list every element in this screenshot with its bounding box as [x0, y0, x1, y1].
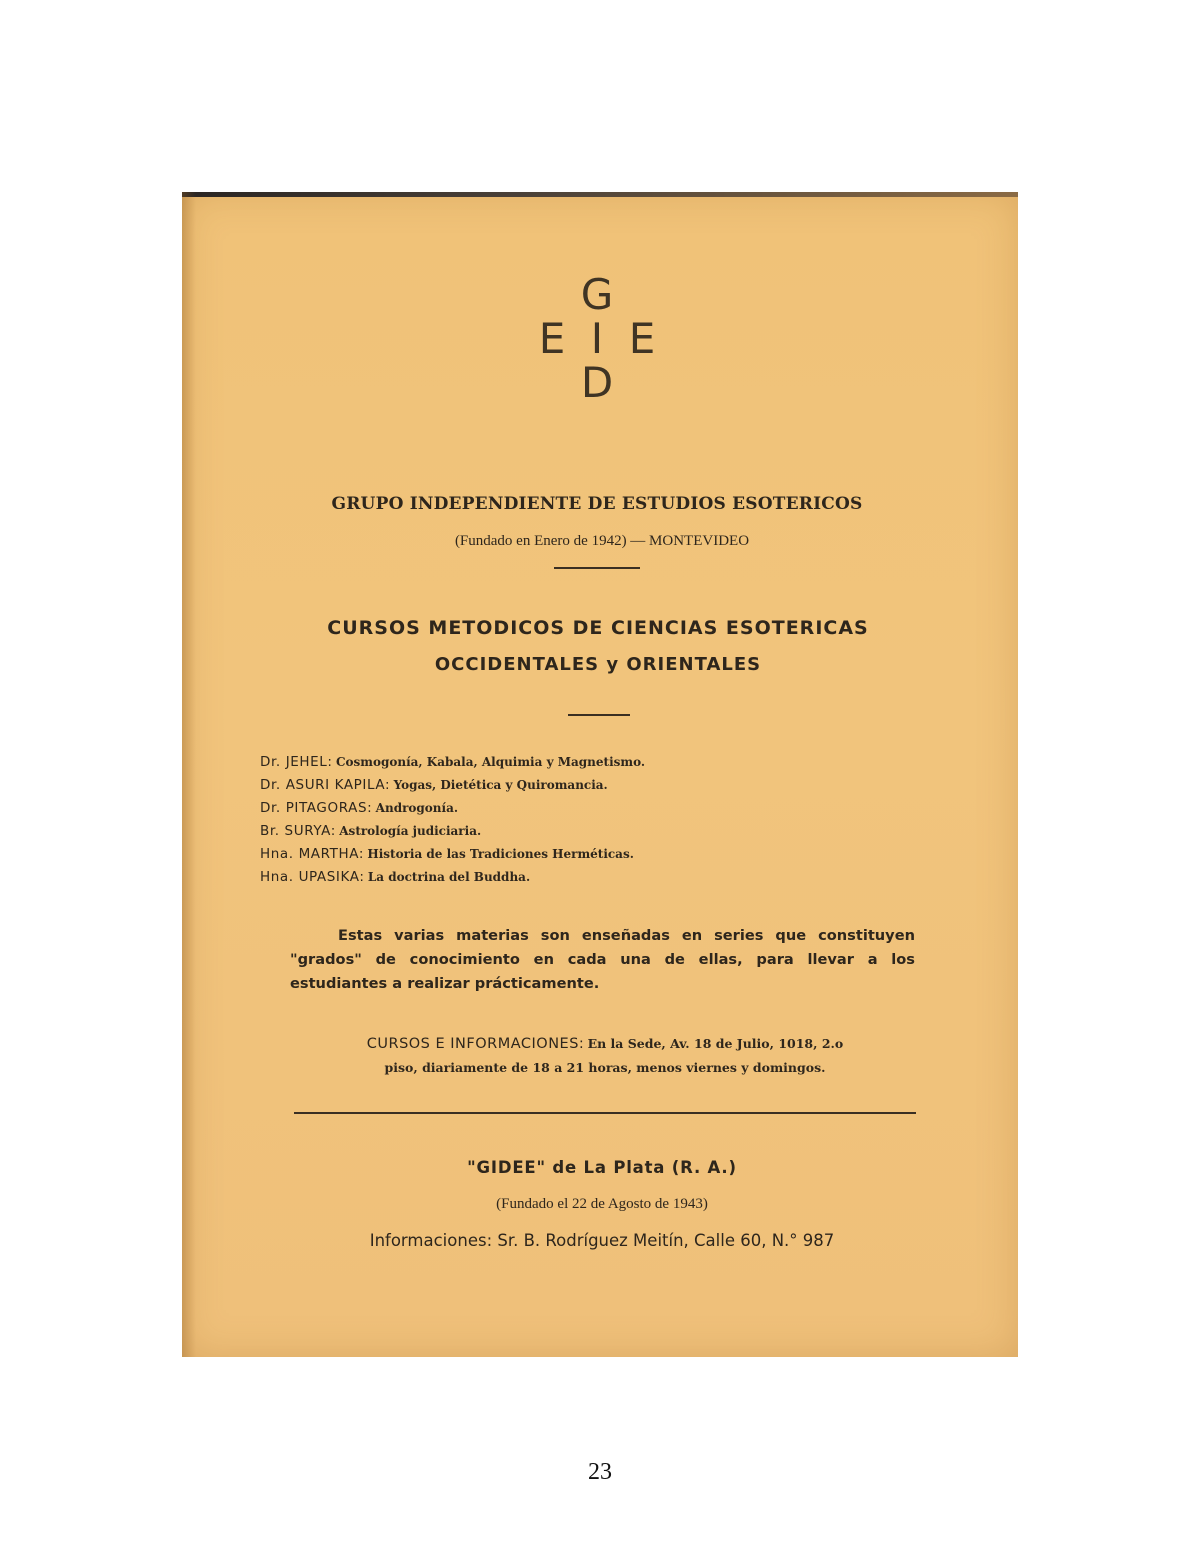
gidee-title: "GIDEE" de La Plata (R. A.) — [467, 1158, 737, 1177]
divider-short-2 — [568, 714, 630, 716]
teacher-name: Dr. PITAGORAS: — [260, 800, 373, 816]
gidee-contact: Informaciones: Sr. B. Rodríguez Meitín, Calle 60, N.° 987 — [369, 1231, 835, 1250]
monogram-top-letter: G — [580, 270, 614, 319]
teacher-subjects: La doctrina del Buddha. — [367, 870, 531, 884]
teacher-item — [260, 773, 820, 796]
teacher-item — [260, 796, 820, 819]
teacher-item — [260, 750, 820, 773]
organization-name: GRUPO INDEPENDIENTE DE ESTUDIOS ESOTERICOS — [331, 494, 863, 514]
teacher-subjects: Yogas, Dietética y Quiromancia. — [393, 778, 608, 792]
courses-info-line1 — [290, 1032, 920, 1056]
organization-founded: (Fundado en Enero de 1942) — MONTEVIDEO — [454, 533, 750, 549]
monogram-bottom-letter: D — [580, 358, 614, 407]
scanned-page — [182, 192, 1018, 1357]
teacher-list — [260, 750, 820, 888]
courses-title-line1: CURSOS METODICOS DE CIENCIAS ESOTERICAS — [327, 617, 869, 639]
divider-short-1 — [554, 567, 640, 569]
teacher-name: Dr. ASURI KAPILA: — [260, 777, 391, 793]
courses-title-line2: OCCIDENTALES y ORIENTALES — [434, 654, 762, 675]
gieed-monogram — [497, 270, 707, 414]
teacher-subjects: Historia de las Tradiciones Herméticas. — [367, 847, 634, 861]
teacher-subjects: Astrología judiciaria. — [339, 824, 482, 838]
teacher-item — [260, 865, 820, 888]
monogram-middle-letter: I — [590, 314, 604, 363]
page-number: 23 — [588, 1459, 612, 1485]
courses-info-schedule: piso, diariamente de 18 a 21 horas, menos viernes y domingos. — [384, 1060, 826, 1075]
teacher-item — [260, 819, 820, 842]
divider-long — [294, 1112, 916, 1114]
teacher-name: Hna. MARTHA: — [260, 846, 364, 862]
teacher-name: Dr. JEHEL: — [260, 754, 333, 770]
teacher-name: Hna. UPASIKA: — [260, 869, 365, 885]
teacher-item — [260, 842, 820, 865]
gidee-founded: (Fundado el 22 de Agosto de 1943) — [496, 1196, 708, 1212]
courses-info-lead: CURSOS E INFORMACIONES: — [366, 1036, 585, 1052]
teacher-subjects: Cosmogonía, Kabala, Alquimia y Magnetismo. — [335, 755, 646, 769]
teacher-name: Br. SURYA: — [260, 823, 336, 839]
courses-info — [290, 1032, 920, 1080]
teacher-subjects: Androgonía. — [375, 801, 459, 815]
scan-left-shadow — [182, 192, 196, 1357]
courses-info-address: En la Sede, Av. 18 de Julio, 1018, 2.o — [587, 1036, 844, 1051]
scan-top-edge — [182, 192, 1018, 197]
monogram-right-letter: E — [628, 314, 656, 363]
monogram-left-letter: E — [538, 314, 566, 363]
description-paragraph: Estas varias materias son enseñadas en series que constituyen "grados" de conocimiento en cada una de ellas, para llevar a los estudiantes a realizar prácticamente. — [290, 927, 915, 992]
